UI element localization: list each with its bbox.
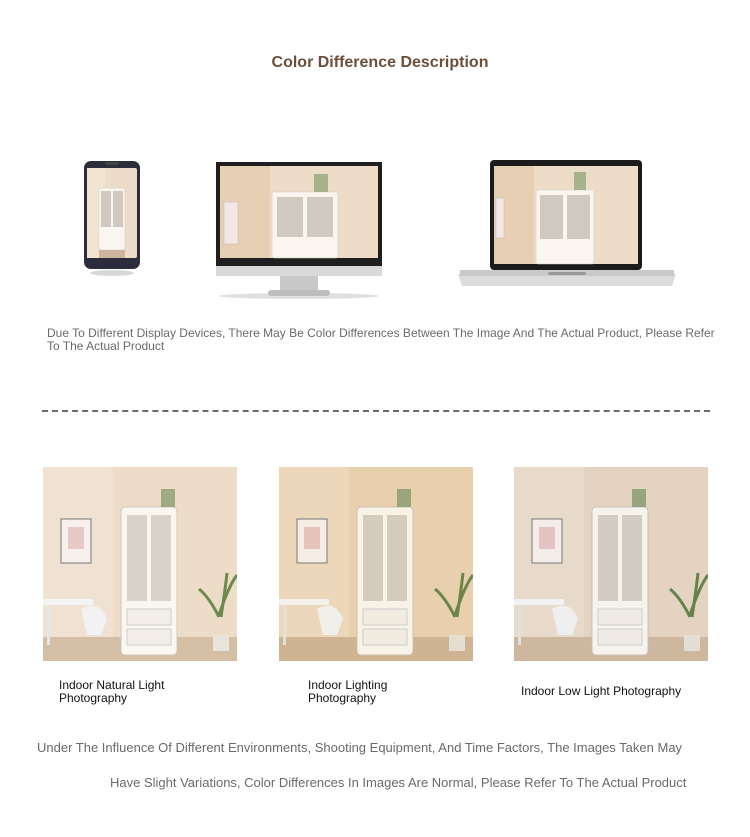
monitor-display-image xyxy=(210,162,388,302)
dashed-divider xyxy=(42,410,710,412)
caption-natural-light: Indoor Natural Light Photography xyxy=(59,678,165,705)
laptop-display-image xyxy=(456,158,678,293)
photo-natural-light xyxy=(43,467,237,661)
photo-low-light xyxy=(514,467,708,661)
caption-indoor-lighting: Indoor Lighting Photography xyxy=(308,678,388,705)
footer-note-line-1: Under The Influence Of Different Environments, Shooting Equipment, And Time Factors, The Images Taken May xyxy=(37,740,683,755)
photo-indoor-lighting xyxy=(279,467,473,661)
footer-note-line-2: Have Slight Variations, Color Differences In Images Are Normal, Please Refer To The Actual Product xyxy=(110,775,687,790)
caption-low-light: Indoor Low Light Photography xyxy=(521,684,682,698)
device-color-note: Due To Different Display Devices, There May Be Color Differences Between The Image And The Actual Product, Please Refer To The Actual Product xyxy=(47,326,715,353)
phone-display-image xyxy=(83,160,141,277)
page-title: Color Difference Description xyxy=(271,54,489,71)
